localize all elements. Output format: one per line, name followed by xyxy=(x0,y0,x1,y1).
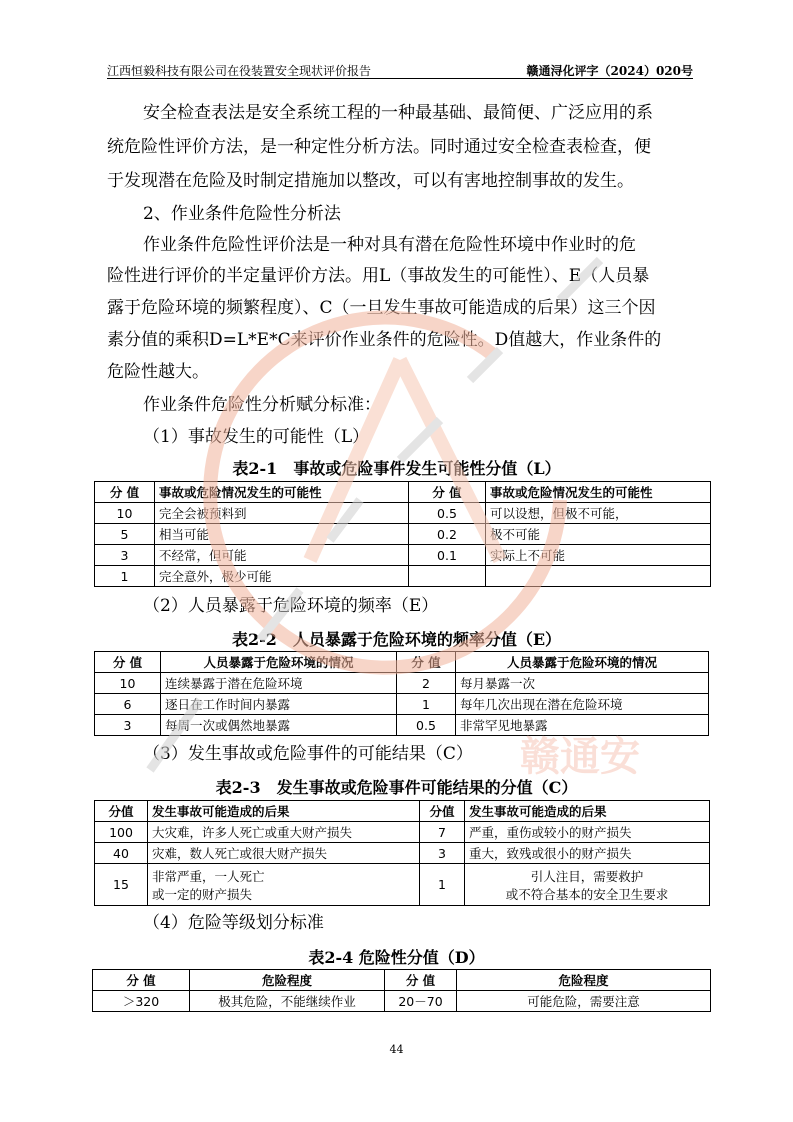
table-row xyxy=(95,822,710,843)
table-row xyxy=(95,843,710,864)
table-cell: 每周一次或偶然地暴露 xyxy=(161,715,397,736)
table-header-cell: 危险程度 xyxy=(457,970,711,991)
table-cell: 2 xyxy=(397,673,456,694)
table-cell: 连续暴露于潜在危险环境 xyxy=(161,673,397,694)
para-2-line-1: 作业条件危险性评价法是一种对具有潜在危险性环境中作业时的危 xyxy=(143,235,636,255)
cell-line: 引人注目，需要救护 xyxy=(530,868,644,884)
table-cell: 5 xyxy=(95,524,155,545)
table-cell: 极其危险，不能继续作业 xyxy=(190,991,385,1012)
table-row xyxy=(95,694,709,715)
table-cell: 非常罕见地暴露 xyxy=(456,715,709,736)
table-cell: 不经常，但可能 xyxy=(155,545,409,566)
table-row xyxy=(95,545,711,566)
table-row xyxy=(95,524,711,545)
table-cell xyxy=(486,566,711,587)
table-header-cell: 发生事故可能造成的后果 xyxy=(148,801,420,822)
table-row xyxy=(95,673,709,694)
table-cell: 逐日在工作时间内暴露 xyxy=(161,694,397,715)
subheading-2: （2）人员暴露于危险环境的频率（E） xyxy=(143,596,439,616)
table-cell: 完全会被预料到 xyxy=(155,503,409,524)
table-cell xyxy=(409,566,486,587)
table-header-cell: 危险程度 xyxy=(190,970,385,991)
table-cell: 完全意外，极少可能 xyxy=(155,566,409,587)
table-4-caption: 表2-4 危险性分值（D） xyxy=(308,948,485,967)
table-cell: 1 xyxy=(420,864,465,906)
table-cell: 6 xyxy=(95,694,161,715)
table-cell: 灾难，数人死亡或很大财产损失 xyxy=(148,843,420,864)
table-cell: 0.1 xyxy=(409,545,486,566)
table-cell: 40 xyxy=(95,843,148,864)
table-cell: 每年几次出现在潜在危险环境 xyxy=(456,694,709,715)
table-row xyxy=(95,715,709,736)
table-header-cell: 分 值 xyxy=(95,652,161,673)
table-header-cell: 分 值 xyxy=(93,970,190,991)
table-cell: 严重，重伤或较小的财产损失 xyxy=(465,822,710,843)
table-cell: 10 xyxy=(95,503,155,524)
watermark-text: 赣通安 xyxy=(520,734,640,780)
table-header-cell: 分 值 xyxy=(397,652,456,673)
cell-line: 非常严重，一人死亡 xyxy=(152,868,265,884)
table-row xyxy=(93,991,711,1012)
table-row xyxy=(95,864,710,906)
table-4 xyxy=(92,969,711,1012)
table-header-cell: 分 值 xyxy=(385,970,457,991)
table-cell xyxy=(465,864,710,906)
table-2-caption: 表2-2 人员暴露于危险环境的频率分值（E） xyxy=(231,630,562,649)
para-1-line-1: 安全检查表法是安全系统工程的一种最基础、最简便、广泛应用的系 xyxy=(143,103,653,123)
table-header-cell: 人员暴露于危险环境的情况 xyxy=(456,652,709,673)
table-cell: 相当可能 xyxy=(155,524,409,545)
para-3: 作业条件危险性分析赋分标准： xyxy=(143,395,381,415)
table-cell: 0.2 xyxy=(409,524,486,545)
table-3 xyxy=(94,800,710,906)
cell-line: 或一定的财产损失 xyxy=(152,886,253,902)
table-cell: 100 xyxy=(95,822,148,843)
table-cell xyxy=(148,864,420,906)
cell-line: 或不符合基本的安全卫生要求 xyxy=(505,886,669,902)
para-2-line-3: 露于危险环境的频繁程度）、C（一旦发生事故可能造成的后果）这三个因 xyxy=(107,298,656,318)
table-header-cell: 分值 xyxy=(95,801,148,822)
table-cell: 1 xyxy=(397,694,456,715)
section-heading-2: 2、作业条件危险性分析法 xyxy=(143,204,341,224)
para-2-line-2: 险性进行评价的半定量评价方法。用L（事故发生的可能性）、E（人员暴 xyxy=(107,266,650,286)
table-cell: 极不可能 xyxy=(486,524,711,545)
table-3-caption: 表2-3 发生事故或危险事件可能结果的分值（C） xyxy=(215,778,578,797)
table-cell: 可以设想，但极不可能， xyxy=(486,503,711,524)
table-cell: 20－70 xyxy=(385,991,457,1012)
table-header-row xyxy=(95,801,710,822)
table-header-cell: 事故或危险情况发生的可能性 xyxy=(155,482,409,503)
table-cell: 可能危险，需要注意 xyxy=(457,991,711,1012)
table-cell: 实际上不可能 xyxy=(486,545,711,566)
table-cell: 大灾难，许多人死亡或重大财产损失 xyxy=(148,822,420,843)
table-cell: 15 xyxy=(95,864,148,906)
table-row xyxy=(95,566,711,587)
table-cell: ＞320 xyxy=(93,991,190,1012)
table-2 xyxy=(94,651,709,736)
table-header-row xyxy=(95,482,711,503)
table-cell: 每月暴露一次 xyxy=(456,673,709,694)
header-company: 江西恒毅科技有限公司在役装置安全现状评价报告 xyxy=(107,64,372,78)
table-1 xyxy=(94,481,711,587)
table-header-cell: 分 值 xyxy=(95,482,155,503)
table-cell: 1 xyxy=(95,566,155,587)
table-header-cell: 分 值 xyxy=(409,482,486,503)
page-header xyxy=(107,62,693,79)
table-cell: 10 xyxy=(95,673,161,694)
subheading-1: （1）事故发生的可能性（L） xyxy=(143,427,370,447)
table-row xyxy=(95,503,711,524)
table-header-cell: 分值 xyxy=(420,801,465,822)
table-header-row xyxy=(93,970,711,991)
subheading-4: （4）危险等级划分标准 xyxy=(143,913,324,933)
table-cell: 7 xyxy=(420,822,465,843)
table-header-row xyxy=(95,652,709,673)
table-cell: 重大，致残或很小的财产损失 xyxy=(465,843,710,864)
para-2-line-4: 素分值的乘积D=L*E*C来评价作业条件的危险性。D值越大，作业条件的 xyxy=(107,330,662,350)
table-cell: 3 xyxy=(420,843,465,864)
para-1-line-2: 统危险性评价方法，是一种定性分析方法。同时通过安全检查表检查，便 xyxy=(107,137,651,157)
table-header-cell: 人员暴露于危险环境的情况 xyxy=(161,652,397,673)
page-number: 44 xyxy=(389,1043,404,1056)
header-report-number: 赣通浔化评字（2024）020号 xyxy=(526,64,693,78)
table-1-caption: 表2-1 事故或危险事件发生可能性分值（L） xyxy=(232,459,561,478)
table-cell: 0.5 xyxy=(409,503,486,524)
subheading-3: （3）发生事故或危险事件的可能结果（C） xyxy=(143,744,473,764)
table-header-cell: 事故或危险情况发生的可能性 xyxy=(486,482,711,503)
para-1-line-3: 于发现潜在危险及时制定措施加以整改，可以有害地控制事故的发生。 xyxy=(107,171,634,191)
table-header-cell: 发生事故可能造成的后果 xyxy=(465,801,710,822)
table-cell: 0.5 xyxy=(397,715,456,736)
table-cell: 3 xyxy=(95,545,155,566)
para-2-line-5: 危险性越大。 xyxy=(107,362,209,382)
table-cell: 3 xyxy=(95,715,161,736)
